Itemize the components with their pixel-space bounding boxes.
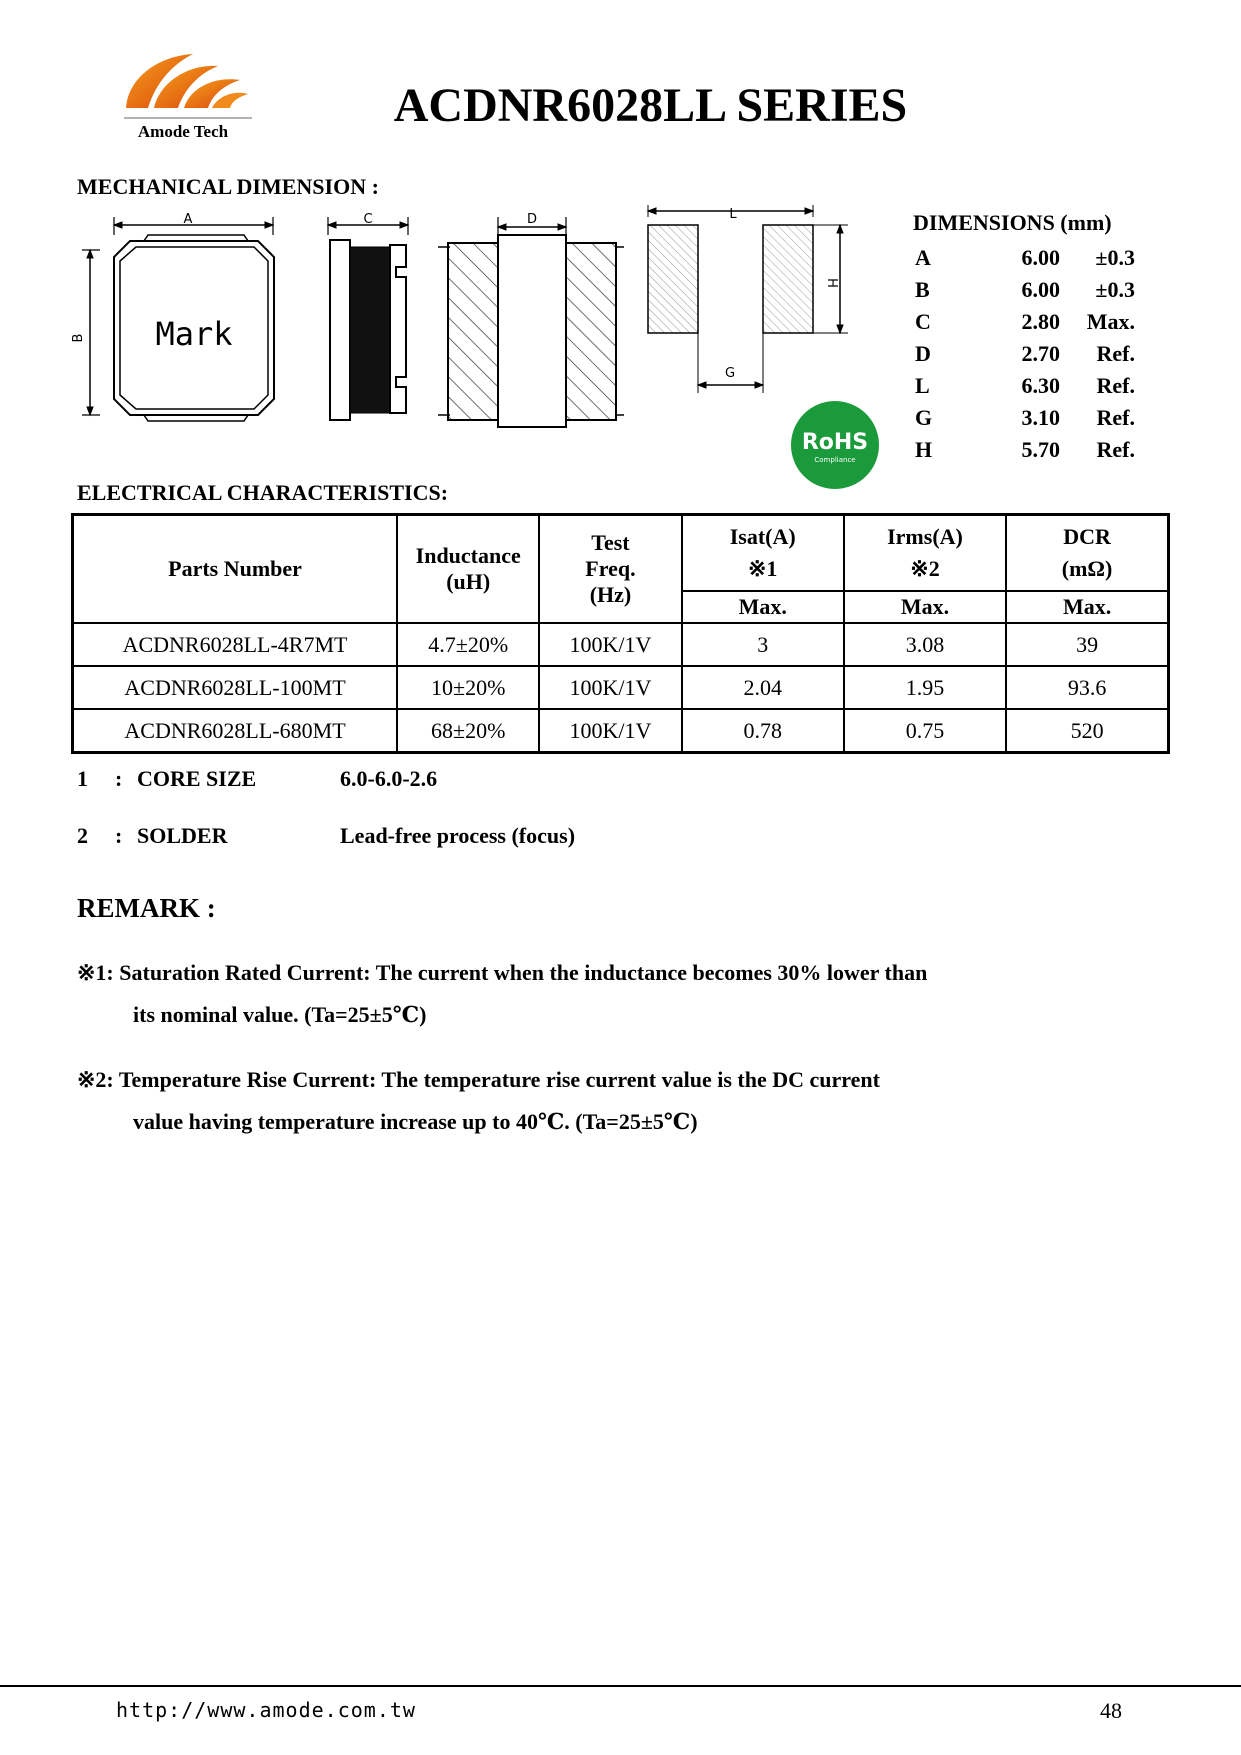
cell-freq: 100K/1V xyxy=(539,623,681,666)
note-label: CORE SIZE xyxy=(137,766,257,791)
cell-isat: 0.78 xyxy=(682,709,844,753)
label-g: G xyxy=(724,366,736,381)
label-c: C xyxy=(363,212,373,227)
side-view xyxy=(328,217,408,420)
mark-text: Mark xyxy=(155,315,233,353)
cell-part: ACDNR6028LL-680MT xyxy=(73,709,398,753)
label-b: B xyxy=(71,333,86,343)
dim-key: H xyxy=(915,437,933,462)
logo-text: Amode Tech xyxy=(137,122,229,141)
dim-value: 6.00 xyxy=(1021,245,1060,270)
dim-value: 3.10 xyxy=(1021,405,1060,430)
cell-inductance: 68±20% xyxy=(397,709,539,753)
dimensions-heading: DIMENSIONS (mm) xyxy=(913,210,1112,235)
dim-value: 6.30 xyxy=(1021,373,1060,398)
mechanical-dimension-heading: MECHANICAL DIMENSION : xyxy=(77,174,379,199)
cell-inductance: 10±20% xyxy=(397,666,539,709)
dimension-row xyxy=(913,338,1143,370)
cell-isat: 2.04 xyxy=(682,666,844,709)
note-label: SOLDER xyxy=(137,823,228,848)
dim-tolerance: Ref. xyxy=(1096,405,1135,430)
note-value: Lead-free process (focus) xyxy=(340,823,576,848)
header-parts: Parts Number xyxy=(73,515,398,624)
dim-value: 2.70 xyxy=(1021,341,1060,366)
remark-1-line-2: its nominal value. (Ta=25±5℃) xyxy=(133,1002,427,1027)
note-number: 2 xyxy=(77,823,88,848)
label-h: H xyxy=(824,278,839,288)
rohs-badge xyxy=(790,400,880,490)
electrical-table xyxy=(71,513,1170,754)
footer-url[interactable]: http://www.amode.com.tw xyxy=(116,1698,416,1722)
dimension-row xyxy=(913,242,1143,274)
dim-tolerance: ±0.3 xyxy=(1095,277,1135,302)
footer-divider xyxy=(0,1685,1241,1687)
front-view xyxy=(438,217,624,427)
dim-tolerance: Ref. xyxy=(1096,437,1135,462)
cell-irms: 3.08 xyxy=(844,623,1006,666)
dim-tolerance: Ref. xyxy=(1096,373,1135,398)
dim-key: L xyxy=(915,373,930,398)
label-l: L xyxy=(729,207,737,222)
note-colon: : xyxy=(115,823,123,848)
cell-irms: 1.95 xyxy=(844,666,1006,709)
dim-key: C xyxy=(915,309,931,334)
header-max: Max. xyxy=(1006,591,1168,623)
dim-value: 2.80 xyxy=(1021,309,1060,334)
header-isat: Isat(A) ※1 xyxy=(682,515,844,592)
dimensions-table xyxy=(913,210,1143,466)
dimension-row xyxy=(913,306,1143,338)
note-value: 6.0-6.0-2.6 xyxy=(340,766,438,791)
rohs-sub: Compliance xyxy=(814,456,856,464)
cell-part: ACDNR6028LL-4R7MT xyxy=(73,623,398,666)
rohs-label: RoHS xyxy=(801,430,869,455)
label-a: A xyxy=(183,212,193,227)
cell-dcr: 520 xyxy=(1006,709,1168,753)
header-dcr: DCR (mΩ) xyxy=(1006,515,1168,592)
cell-freq: 100K/1V xyxy=(539,666,681,709)
remark-1-line-1: ※1: Saturation Rated Current: The current when the inductance becomes 30% lower than xyxy=(77,960,928,985)
header-irms: Irms(A) ※2 xyxy=(844,515,1006,592)
header-max: Max. xyxy=(682,591,844,623)
table-row xyxy=(73,623,1169,666)
cell-freq: 100K/1V xyxy=(539,709,681,753)
cell-dcr: 93.6 xyxy=(1006,666,1168,709)
dim-tolerance: Max. xyxy=(1086,309,1135,334)
electrical-characteristics-heading: ELECTRICAL CHARACTERISTICS: xyxy=(77,480,449,505)
cell-irms: 0.75 xyxy=(844,709,1006,753)
cell-inductance: 4.7±20% xyxy=(397,623,539,666)
remark-heading: REMARK : xyxy=(77,893,216,923)
label-d: D xyxy=(526,212,538,227)
header-inductance: Inductance (uH) xyxy=(397,515,539,624)
dimension-row xyxy=(913,274,1143,306)
cell-part: ACDNR6028LL-100MT xyxy=(73,666,398,709)
dim-key: A xyxy=(915,245,931,270)
page-number: 48 xyxy=(1100,1698,1122,1723)
mechanical-drawing xyxy=(71,205,858,430)
dimension-row xyxy=(913,434,1143,466)
note-colon: : xyxy=(115,766,123,791)
note-number: 1 xyxy=(77,766,88,791)
dim-key: D xyxy=(915,341,931,366)
dim-key: G xyxy=(915,405,933,430)
cell-isat: 3 xyxy=(682,623,844,666)
dim-value: 6.00 xyxy=(1021,277,1060,302)
dim-value: 5.70 xyxy=(1021,437,1060,462)
remark-2-line-1: ※2: Temperature Rise Current: The temperature rise current value is the DC current xyxy=(77,1067,880,1092)
table-row xyxy=(73,666,1169,709)
land-pattern xyxy=(648,205,848,393)
dimension-row xyxy=(913,402,1143,434)
dim-tolerance: Ref. xyxy=(1096,341,1135,366)
table-row xyxy=(73,709,1169,753)
remark-2-line-2: value having temperature increase up to 40℃. (Ta=25±5℃) xyxy=(133,1109,698,1134)
document-title: ACDNR6028LL SERIES xyxy=(393,79,908,132)
cell-dcr: 39 xyxy=(1006,623,1168,666)
dimension-row xyxy=(913,370,1143,402)
header-max: Max. xyxy=(844,591,1006,623)
dim-tolerance: ±0.3 xyxy=(1095,245,1135,270)
header-test-freq: Test Freq. (Hz) xyxy=(539,515,681,624)
dim-key: B xyxy=(915,277,930,302)
